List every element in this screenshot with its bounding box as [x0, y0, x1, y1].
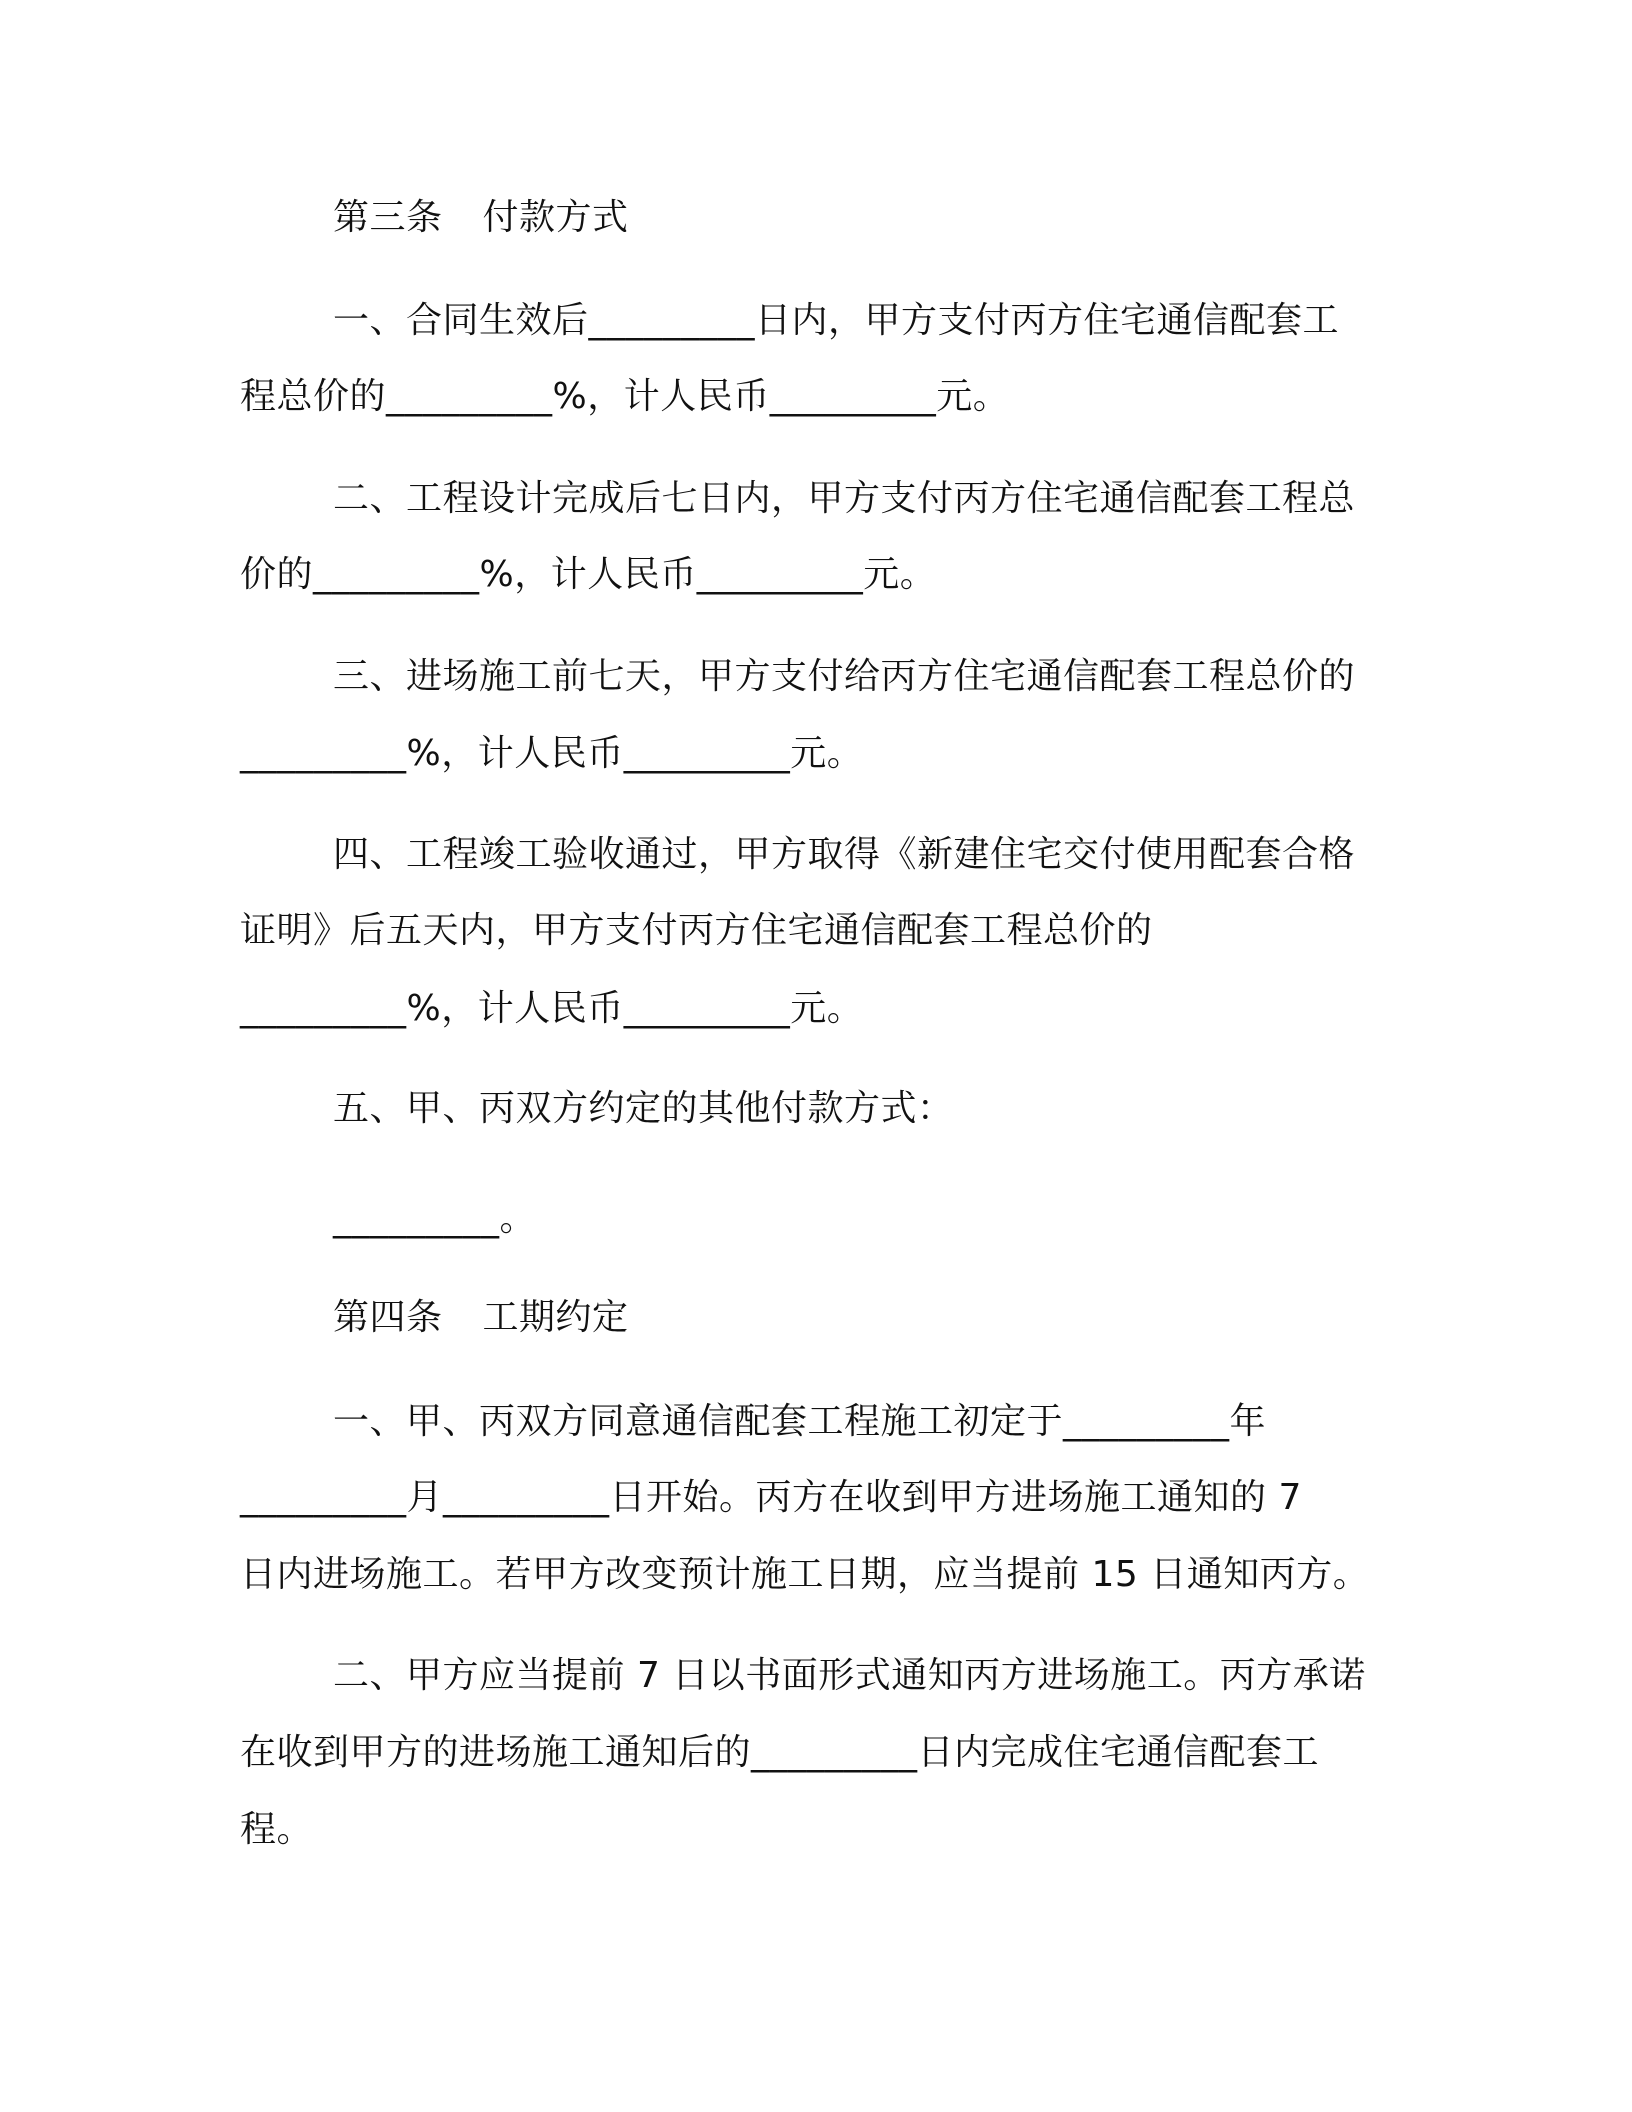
article-4-title: 工期约定 [482, 1297, 629, 1338]
article-3-title: 付款方式 [482, 197, 629, 238]
a3-p4-line3: _________%，计人民币_________元。 [240, 988, 864, 1029]
a3-p3-line1: 三、进场施工前七天，甲方支付给丙方住宅通信配套工程总价的 [333, 656, 1356, 697]
a3-p4-line1: 四、工程竣工验收通过，甲方取得《新建住宅交付使用配套合格 [333, 834, 1356, 875]
article-3-number: 第三条 [333, 197, 443, 238]
article-4-number: 第四条 [333, 1297, 443, 1338]
a3-p3-line2: _________%，计人民币_________元。 [240, 733, 864, 774]
a3-p5-line2: _________。 [333, 1198, 537, 1239]
a4-p2-line1: 二、甲方应当提前 7 日以书面形式通知丙方进场施工。丙方承诺 [333, 1655, 1366, 1696]
a3-p1-line1: 一、合同生效后_________日内，甲方支付丙方住宅通信配套工 [333, 300, 1340, 341]
a4-p2-line3: 程。 [240, 1809, 314, 1850]
a3-p5-line1: 五、甲、丙双方约定的其他付款方式： [333, 1088, 954, 1129]
a3-p4-line2: 证明》后五天内，甲方支付丙方住宅通信配套工程总价的 [240, 910, 1153, 951]
a4-p1-line3: 日内进场施工。若甲方改变预计施工日期，应当提前 15 日通知丙方。 [240, 1554, 1370, 1595]
a4-p1-line1: 一、甲、丙双方同意通信配套工程施工初定于_________年 [333, 1401, 1267, 1442]
a4-p2-line2: 在收到甲方的进场施工通知后的_________日内完成住宅通信配套工 [240, 1732, 1320, 1773]
a3-p2-line1: 二、工程设计完成后七日内，甲方支付丙方住宅通信配套工程总 [333, 478, 1356, 519]
a4-p1-line2: _________月_________日开始。丙方在收到甲方进场施工通知的 7 [240, 1477, 1302, 1518]
article-4-heading [333, 1294, 629, 1342]
article-3-heading [333, 194, 629, 242]
a3-p1-line2: 程总价的_________%，计人民币_________元。 [240, 376, 1010, 417]
a3-p2-line2: 价的_________%，计人民币_________元。 [240, 554, 937, 595]
